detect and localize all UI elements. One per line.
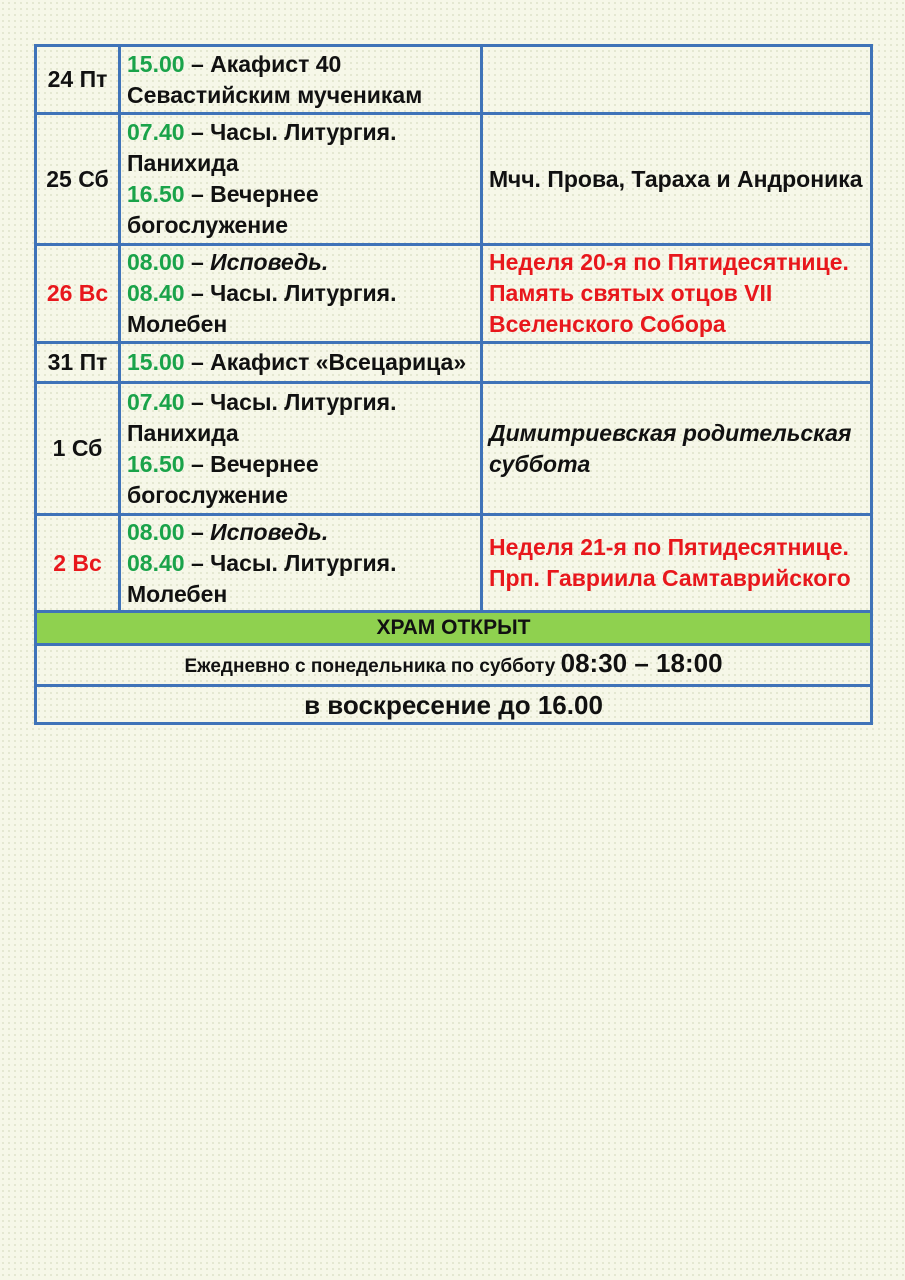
day-cell: 25 Сб [36, 114, 120, 245]
service-time: 07.40 [127, 119, 185, 145]
service-text: – Часы. Литургия. [190, 388, 397, 415]
note-cell [482, 245, 872, 343]
feast-note: Память святых отцов VII [489, 280, 773, 306]
service-time: 08.40 [127, 280, 185, 306]
service-time: 15.00 [127, 349, 185, 375]
note-cell [482, 383, 872, 515]
note-cell [482, 515, 872, 612]
service-text: – Акафист 40 [190, 50, 342, 77]
day-cell: 2 Вс [36, 515, 120, 612]
weekday-hours-cell [36, 645, 872, 686]
weekday-hours-row [36, 645, 872, 686]
schedule-row [36, 383, 872, 515]
services-cell [120, 343, 482, 383]
service-text: Исповедь. [210, 518, 329, 545]
service-text: Исповедь. [210, 249, 329, 275]
schedule-row [36, 114, 872, 245]
feast-note: Мчч. Прова, Тараха и Андроника [489, 165, 863, 192]
feast-note: Прп. Гавриила Самтаврийского [489, 565, 851, 591]
service-line: Молебен [127, 311, 228, 337]
note-cell [482, 343, 872, 383]
service-time: 08.40 [127, 549, 185, 576]
service-text: – Часы. Литургия. [190, 280, 397, 306]
service-line [127, 347, 474, 378]
service-line [127, 548, 474, 579]
day-cell: 1 Сб [36, 383, 120, 515]
service-line: Панихида [127, 150, 239, 176]
sunday-hours-row [36, 686, 872, 724]
service-text: – Часы. Литургия. [190, 119, 397, 145]
schedule-row [36, 46, 872, 114]
sunday-hours-text: в воскресение до 16.00 [36, 686, 872, 724]
service-line [127, 517, 474, 548]
services-cell [120, 515, 482, 612]
note-cell [482, 46, 872, 114]
schedule-row [36, 245, 872, 343]
service-line [127, 247, 474, 278]
services-cell [120, 114, 482, 245]
feast-note: суббота [489, 450, 591, 477]
day-cell: 26 Вс [36, 245, 120, 343]
feast-note: Димитриевская родительская [489, 419, 852, 446]
weekday-hours-time: 08:30 – 18:00 [560, 648, 723, 678]
feast-note: Неделя 20-я по Пятидесятнице. [489, 249, 849, 275]
service-time: 15.00 [127, 50, 185, 77]
service-time: 07.40 [127, 388, 185, 415]
service-line: богослужение [127, 212, 289, 238]
service-line: Молебен [127, 580, 228, 607]
feast-note: Вселенского Собора [489, 311, 726, 337]
weekday-hours-text: Ежедневно с понедельника по субботу [184, 656, 561, 677]
temple-open-banner [36, 612, 872, 645]
service-text: – Часы. Литургия. [190, 549, 397, 576]
service-line [127, 49, 474, 80]
service-line: богослужение [127, 481, 289, 508]
service-time: 08.00 [127, 518, 185, 545]
service-text: – Вечернее [190, 181, 319, 207]
service-line [127, 449, 474, 480]
service-text: – Акафист «Всецарица» [190, 349, 467, 375]
schedule-table [34, 44, 873, 725]
service-text: – Вечернее [190, 450, 319, 477]
service-time: 08.00 [127, 249, 185, 275]
service-separator: – [190, 249, 211, 275]
service-separator: – [190, 518, 211, 545]
temple-open-label: ХРАМ ОТКРЫТ [36, 612, 872, 645]
service-line: Панихида [127, 419, 239, 446]
service-time: 16.50 [127, 181, 185, 207]
services-cell [120, 46, 482, 114]
service-line [127, 179, 474, 210]
feast-note: Неделя 21-я по Пятидесятнице. [489, 534, 849, 560]
service-line: Севастийским мученикам [127, 81, 423, 108]
service-line [127, 387, 474, 418]
schedule-row [36, 343, 872, 383]
service-line [127, 278, 474, 309]
schedule-row [36, 515, 872, 612]
services-cell [120, 245, 482, 343]
day-cell: 24 Пт [36, 46, 120, 114]
service-line [127, 117, 474, 148]
day-cell: 31 Пт [36, 343, 120, 383]
note-cell [482, 114, 872, 245]
service-time: 16.50 [127, 450, 185, 477]
services-cell [120, 383, 482, 515]
